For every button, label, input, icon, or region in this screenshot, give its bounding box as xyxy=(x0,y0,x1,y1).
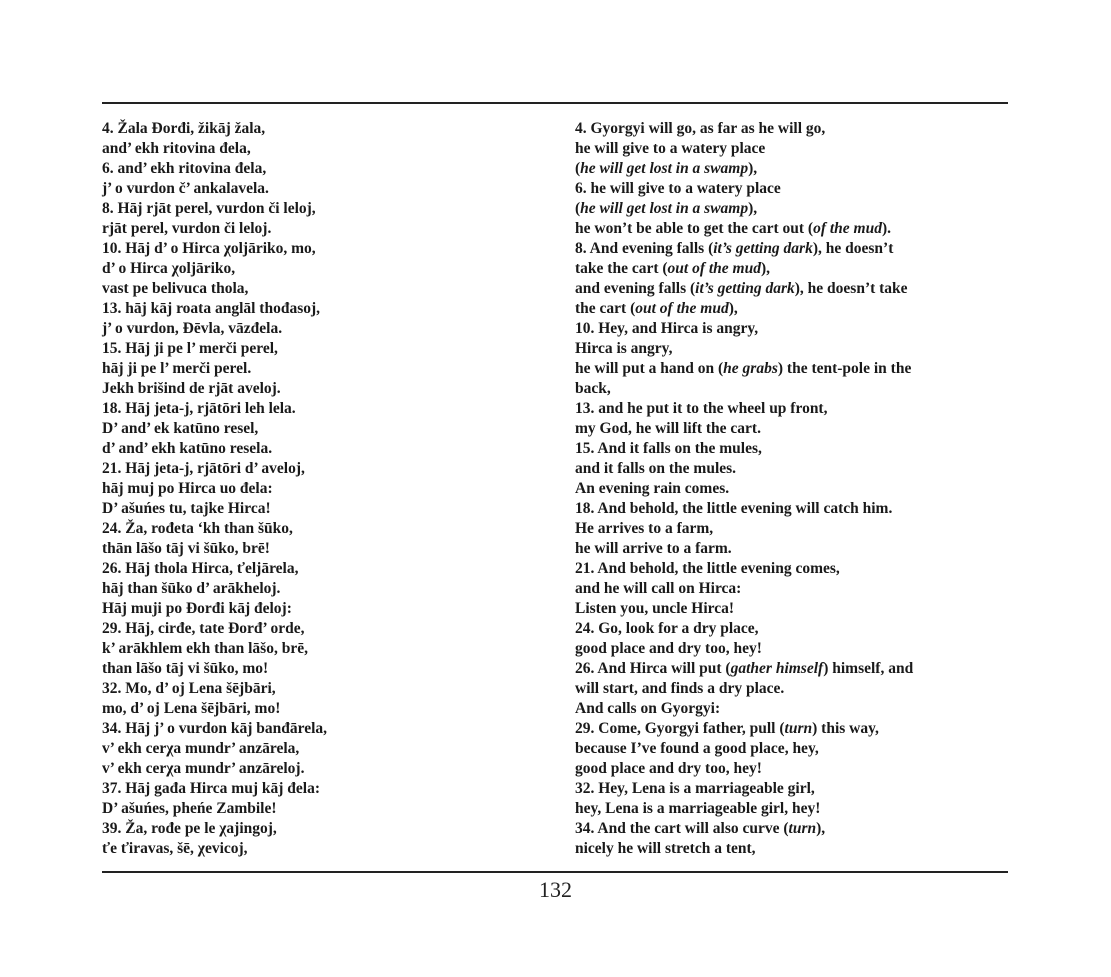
verse-line: hāj muj po Hirca uo đela: xyxy=(102,480,273,497)
line-text: ), xyxy=(748,160,758,177)
verse-line: d’ and’ ekh katūno resela. xyxy=(102,440,273,457)
line-text: because I’ve found a good place, hey, xyxy=(575,740,819,757)
translation-line xyxy=(575,239,1005,259)
verse-line: ťe ťiravas, šē, χevicoj, xyxy=(102,840,248,857)
line-text: ), xyxy=(816,820,826,837)
verse-line: v’ ekh cerχa mundr’ anzārela, xyxy=(102,740,300,757)
translation-line xyxy=(575,259,1005,279)
translation-line xyxy=(575,819,1005,839)
line-text: 6. he will give to a watery place xyxy=(575,180,781,197)
translation-line xyxy=(575,659,1005,679)
line-text: ), xyxy=(760,260,771,277)
verse-line: 10. Hāj d’ o Hirca χoljāriko, mo, xyxy=(102,240,316,257)
line-text: ). xyxy=(881,220,892,237)
translation-line xyxy=(575,179,1005,199)
line-text: and he will call on Hirca: xyxy=(575,580,742,597)
line-text: And calls on Gyorgyi: xyxy=(575,700,721,717)
romani-text-column xyxy=(102,119,542,859)
verse-line: Jekh brišind de rjāt aveloj. xyxy=(102,380,281,397)
verse-line: 34. Hāj j’ o vurdon kāj banđārela, xyxy=(102,720,328,737)
translation-line xyxy=(575,599,1005,619)
line-text: ( xyxy=(575,200,581,217)
line-text: he will put a hand on ( xyxy=(575,360,724,377)
translation-line xyxy=(575,839,1005,859)
line-text: good place and dry too, hey! xyxy=(575,760,762,777)
translation-line xyxy=(575,679,1005,699)
line-text: ) himself, and xyxy=(823,660,914,677)
translation-line xyxy=(575,199,1005,219)
translation-line xyxy=(575,619,1005,639)
line-text: ), he doesn’t xyxy=(812,240,894,257)
line-text: ), xyxy=(748,200,758,217)
line-text: my God, he will lift the cart. xyxy=(575,420,761,437)
translation-line xyxy=(575,719,1005,739)
line-text: 10. Hey, and Hirca is angry, xyxy=(575,320,759,337)
line-text: ) the tent-pole in the xyxy=(777,360,912,377)
line-text: ), xyxy=(728,300,738,317)
translation-line xyxy=(575,419,1005,439)
line-text: Listen you, uncle Hirca! xyxy=(575,600,735,617)
line-text: 34. And the cart will also curve ( xyxy=(575,820,789,837)
translation-line xyxy=(575,359,1005,379)
translation-line xyxy=(575,739,1005,759)
verse-line: hāj ji pe l’ merči perel. xyxy=(102,360,252,377)
verse-line: 8. Hāj rjāt perel, vurdon či leloj, xyxy=(102,200,316,217)
line-text: take the cart ( xyxy=(575,260,668,277)
line-text: Hirca is angry, xyxy=(575,340,673,357)
line-text: 13. and he put it to the wheel up front, xyxy=(575,400,828,417)
line-text: An evening rain comes. xyxy=(575,480,730,497)
verse-line: v’ ekh cerχa mundr’ anzāreloj. xyxy=(102,760,305,777)
line-text: 29. Come, Gyorgyi father, pull ( xyxy=(575,720,785,737)
verse-line: 18. Hāj jeta-j, rjātōri leh lela. xyxy=(102,400,296,417)
line-text: ( xyxy=(575,160,581,177)
verse-line: j’ o vurdon č’ ankalavela. xyxy=(102,180,269,197)
translation-line xyxy=(575,479,1005,499)
translation-line xyxy=(575,699,1005,719)
line-text: 4. Gyorgyi will go, as far as he will go, xyxy=(575,120,826,137)
line-text: the cart ( xyxy=(575,300,636,317)
verse-line: D’ ašuńes, pheńe Zambile! xyxy=(102,800,277,817)
line-text: 26. And Hirca will put ( xyxy=(575,660,731,677)
line-text: he will arrive to a farm. xyxy=(575,540,732,557)
line-text: ) this way, xyxy=(812,720,879,737)
translation-line xyxy=(575,639,1005,659)
verse-line: j’ o vurdon, Đēvla, vāzđela. xyxy=(102,320,283,337)
verse-line: 6. and’ ekh ritovina đela, xyxy=(102,160,267,177)
translation-line xyxy=(575,319,1005,339)
verse-line: 37. Hāj gađa Hirca muj kāj đela: xyxy=(102,780,320,797)
gloss-text: of the mud xyxy=(813,220,882,237)
english-translation-column xyxy=(575,119,1005,859)
line-text: 32. Hey, Lena is a marriageable girl, xyxy=(575,780,815,797)
gloss-text: turn xyxy=(788,820,817,837)
top-rule xyxy=(102,102,1008,104)
gloss-text: it’s getting dark xyxy=(695,280,795,297)
gloss-text: he will get lost in a swamp xyxy=(580,200,749,217)
line-text: he won’t be able to get the cart out ( xyxy=(575,220,814,237)
translation-line xyxy=(575,339,1005,359)
translation-line xyxy=(575,759,1005,779)
verse-line: 13. hāj kāj roata anglāl thođasoj, xyxy=(102,300,321,317)
translation-line xyxy=(575,279,1005,299)
translation-line xyxy=(575,119,1005,139)
verse-line: rjāt perel, vurdon či leloj. xyxy=(102,220,272,237)
line-text: He arrives to a farm, xyxy=(575,520,714,537)
verse-line: 21. Hāj jeta-j, rjātōri d’ aveloj, xyxy=(102,460,305,477)
line-text: 18. And behold, the little evening will catch him. xyxy=(575,500,893,517)
translation-line xyxy=(575,779,1005,799)
translation-line xyxy=(575,159,1005,179)
translation-line xyxy=(575,219,1005,239)
gloss-text: turn xyxy=(784,720,813,737)
verse-line: 15. Hāj ji pe l’ merči perel, xyxy=(102,340,278,357)
gloss-text: out of the mud xyxy=(635,300,729,317)
translation-line xyxy=(575,579,1005,599)
gloss-text: gather himself xyxy=(730,660,824,677)
verse-line: than lāšo tāj vi šūko, mo! xyxy=(102,660,269,677)
verse-line: D’ ašuńes tu, tajke Hirca! xyxy=(102,500,271,517)
verse-line: 26. Hāj thola Hirca, ťeljārela, xyxy=(102,560,299,577)
line-text: back, xyxy=(575,380,611,397)
line-text: nicely he will stretch a tent, xyxy=(575,840,756,857)
verse-line: k’ arākhlem ekh than lāšo, brē, xyxy=(102,640,308,657)
verse-line: thān lāšo tāj vi šūko, brē! xyxy=(102,540,270,557)
page-number: 132 xyxy=(539,877,572,902)
verse-line: d’ o Hirca χoljāriko, xyxy=(102,260,236,277)
verse-line: vast pe belivuca thola, xyxy=(102,280,249,297)
gloss-text: he will get lost in a swamp xyxy=(580,160,749,177)
verse-line: 39. Ža, rođe pe le χajingoj, xyxy=(102,820,277,837)
translation-line xyxy=(575,539,1005,559)
line-text: he will give to a watery place xyxy=(575,140,766,157)
line-text: ), he doesn’t take xyxy=(794,280,908,297)
translation-line xyxy=(575,799,1005,819)
verse-line: D’ and’ ek katūno resel, xyxy=(102,420,259,437)
line-text: 15. And it falls on the mules, xyxy=(575,440,762,457)
line-text: will start, and finds a dry place. xyxy=(575,680,785,697)
line-text: hey, Lena is a marriageable girl, hey! xyxy=(575,800,821,817)
verse-line: mo, d’ oj Lena šējbāri, mo! xyxy=(102,700,281,717)
translation-line xyxy=(575,379,1005,399)
translation-line xyxy=(575,499,1005,519)
verse-line: 24. Ža, rođeta ‘kh than šūko, xyxy=(102,520,293,537)
translation-line xyxy=(575,519,1005,539)
bottom-rule xyxy=(102,871,1008,873)
line-text: 24. Go, look for a dry place, xyxy=(575,620,759,637)
verse-line: Hāj muji po Đorđi kāj đeloj: xyxy=(102,600,292,617)
verse-line: 29. Hāj, cirđe, tate Đorđ’ orde, xyxy=(102,620,305,637)
translation-line xyxy=(575,459,1005,479)
gloss-text: it’s getting dark xyxy=(713,240,813,257)
verse-line: 4. Žala Đorđi, žikāj žala, xyxy=(102,120,266,137)
gloss-text: he grabs xyxy=(723,360,778,377)
verse-line: hāj than šūko d’ arākheloj. xyxy=(102,580,281,597)
verse-line: and’ ekh ritovina đela, xyxy=(102,140,251,157)
translation-line xyxy=(575,559,1005,579)
line-text: and evening falls ( xyxy=(575,280,696,297)
line-text: and it falls on the mules. xyxy=(575,460,737,477)
gloss-text: out of the mud xyxy=(667,260,761,277)
translation-line xyxy=(575,439,1005,459)
verse-line: 32. Mo, d’ oj Lena šējbāri, xyxy=(102,680,276,697)
translation-line xyxy=(575,299,1005,319)
translation-line xyxy=(575,139,1005,159)
line-text: 8. And evening falls ( xyxy=(575,240,714,257)
translation-line xyxy=(575,399,1005,419)
line-text: good place and dry too, hey! xyxy=(575,640,762,657)
line-text: 21. And behold, the little evening comes, xyxy=(575,560,840,577)
